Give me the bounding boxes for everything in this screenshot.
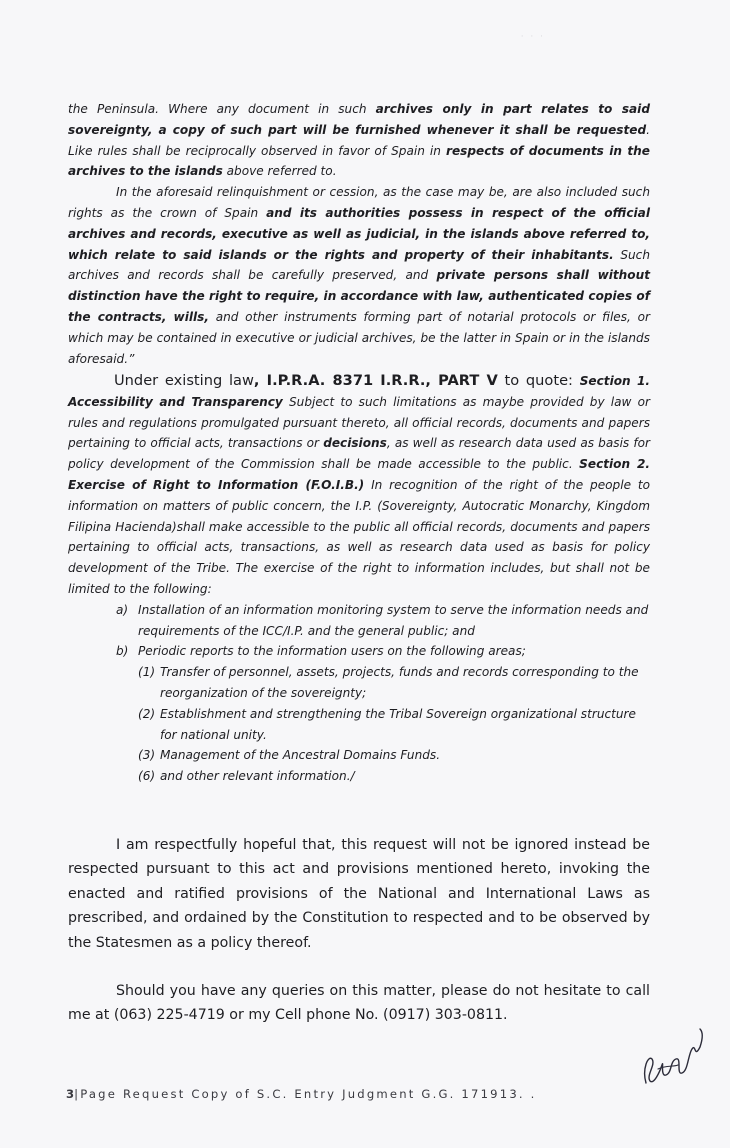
treaty-excerpt [68, 99, 650, 369]
list-item: a) Installation of an information monitoring system to serve the information needs and requirements of the ICC/I.P. and the general public; and [116, 602, 649, 638]
sub-list-item: (3) Management of the Ancestral Domains Funds. [138, 748, 441, 763]
contact-section [68, 979, 650, 1028]
handwritten-signature [638, 1025, 708, 1089]
bleed-through-mark: · · · [520, 32, 545, 42]
paragraph-existing-law: Under existing law, I.P.R.A. 8371 I.R.R., PART V to quote: Section 1. Accessibility and Transparency Subject to such limitations as maybe provided by law or rules and regulations promulgated pursuant thereto, all official records, documents and papers pertaining to official acts, transactions or decisions, as well as research data used as basis for policy development of the Commission shall be made accessible to the public. Section 2. Exercise of Right to Information (F.O.I.B.) In recognition of the right of the people to information on matters of public concern, the I.P. (Sovereignty, Autocratic Monarchy, Kingdom Filipina Hacienda)shall make accessible to the public all official records, documents and papers pertaining to official acts, transactions, as well as research data used as basis for policy development of the Tribe. The exercise of the right to information includes, but shall not be limited to the following: [68, 372, 651, 596]
paragraph-contact: Should you have any queries on this matter, please do not hesitate to call me at (063) 225-4719 or my Cell phone No. (0917) 303-0811. [68, 983, 650, 1024]
sub-list-item: (2) Establishment and strengthening the Tribal Sovereign organizational structure for national unity. [138, 706, 636, 742]
hope-section [68, 833, 650, 955]
sub-list-item: (6) and other relevant information./ [138, 769, 355, 784]
sub-list-item: (1) Transfer of personnel, assets, projects, funds and records corresponding to the reorganization of the sovereignty; [138, 665, 639, 700]
paragraph-relinquishment: In the aforesaid relinquishment or cession, as the case may be, are also included such rights as the crown of Spain and its authorities possess in respect of the official archives and records, executive as well as judicial, in the islands above referred to, which relate to said islands or the rights and property of their inhabitants. Such archives and records shall be carefully preserved, and private persons shall without distinction have the right to require, in accordance with law, authenticated copies of the contracts, wills, and other instruments forming part of notarial protocols or files, or which may be contained in executive or judicial archives, be the latter in Spain or in the islands aforesaid.” [68, 185, 650, 366]
paragraph-peninsula: the Peninsula. Where any document in such archives only in part relates to said sovereignty, a copy of such part will be furnished whenever it shall be requested. Like rules shall be reciprocally observed in favor of Spain in respects of documents in the archives to the islands above referred to. [68, 102, 650, 179]
paragraph-hopeful: I am respectfully hopeful that, this request will not be ignored instead be respected pursuant to this act and provisions mentioned hereto, invoking the enacted and ratified provisions of the National and International Laws as prescribed, and ordained by the Constitution to respected and to be observed by the Statesmen as a policy thereof. [68, 837, 650, 951]
information-rights-list [68, 600, 650, 787]
law-section [68, 371, 650, 787]
list-item: b) Periodic reports to the information users on the following areas; [116, 644, 526, 659]
page-footer: 3|Page Request Copy of S.C. Entry Judgment G.G. 171913. . [66, 1087, 537, 1101]
